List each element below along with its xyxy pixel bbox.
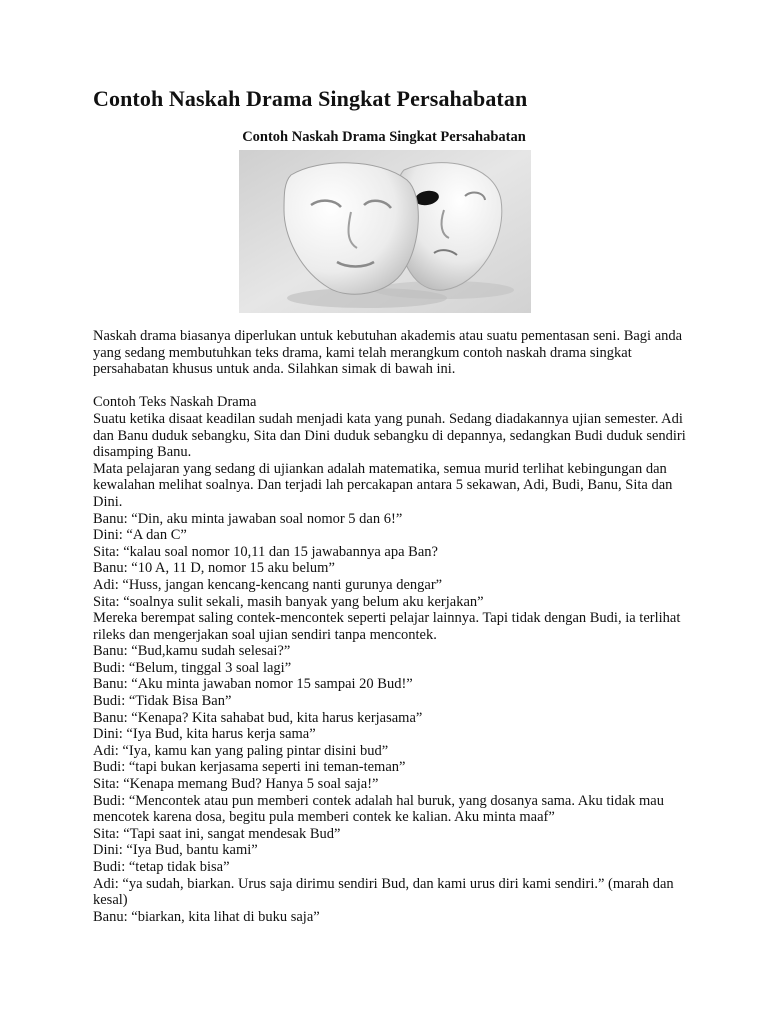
narration-paragraph: Suatu ketika disaat keadilan sudah menjadi kata yang punah. Sedang diadakannya ujian semester. Adi dan Banu duduk sebangku, Sita dan Dini duduk sebangku di depannya, sedangkan Budi duduk sendiri disamping Banu.: [93, 410, 686, 461]
dialogue-line: Budi: “Mencontek atau pun memberi contek adalah hal buruk, yang dosanya sama. Aku tidak mau mencotek karena dosa, begitu pula memberi contek ke kalian. Aku minta maaf”: [93, 792, 664, 826]
dialogue-line: Sita: “Tapi saat ini, sangat mendesak Bud”: [93, 825, 341, 842]
intro-paragraph: Naskah drama biasanya diperlukan untuk kebutuhan akademis atau suatu pementasan seni. Bagi anda yang sedang membutuhkan teks drama, kami telah merangkum contoh naskah drama singkat persahabatan khusus untuk anda. Silahkan simak di bawah ini.: [93, 328, 683, 378]
dialogue-line: Dini: “Iya Bud, kita harus kerja sama”: [93, 726, 316, 743]
page-title: Contoh Naskah Drama Singkat Persahabatan: [93, 86, 528, 111]
dialogue-line: Budi: “tetap tidak bisa”: [93, 859, 230, 875]
dialogue-line: Sita: “kalau soal nomor 10,11 dan 15 jawabannya apa Ban?: [93, 543, 438, 560]
narration-paragraph: Mata pelajaran yang sedang di ujiankan adalah matematika, semua murid terlihat kebingungan dan kewalahan melihat soalnya. Dan terjadi lah percakapan antara 5 sekawan, Adi, Budi, Banu, Sita dan Dini.: [93, 460, 673, 510]
dialogue-line: Banu: “10 A, 11 D, nomor 15 aku belum”: [93, 560, 335, 577]
dialogue-line: Sita: “soalnya sulit sekali, masih banyak yang belum aku kerjakan”: [93, 593, 484, 610]
dialogue-line: Adi: “Iya, kamu kan yang paling pintar disini bud”: [93, 742, 389, 759]
dialogue-line: Banu: “Din, aku minta jawaban soal nomor 5 dan 6!”: [93, 510, 403, 527]
drama-masks-image: [239, 150, 531, 313]
dialogue-line: Banu: “biarkan, kita lihat di buku saja”: [93, 908, 320, 925]
dialogue-line: Adi: “ya sudah, biarkan. Urus saja dirimu sendiri Bud, dan kami urus diri kami sendiri.” (marah dan kesal): [93, 875, 674, 909]
dialogue-line: Banu: “Kenapa? Kita sahabat bud, kita harus kerjasama”: [93, 709, 423, 726]
dialogue-line: Banu: “Aku minta jawaban nomor 15 sampai 20 Bud!”: [93, 676, 413, 693]
dialogue-line: Budi: “Tidak Bisa Ban”: [93, 693, 232, 710]
dialogue-line: Dini: “Iya Bud, bantu kami”: [93, 842, 258, 859]
document-body: [93, 328, 693, 925]
narration-paragraph: Mereka berempat saling contek-mencontek seperti pelajar lainnya. Tapi tidak dengan Budi, ia terlihat rileks dan mengerjakan soal ujian sendiri tanpa mencontek.: [93, 610, 681, 643]
dialogue-line: Budi: “tapi bukan kerjasama seperti ini teman-teman”: [93, 759, 406, 776]
dialogue-line: Banu: “Bud,kamu sudah selesai?”: [93, 643, 291, 660]
dialogue-line: Budi: “Belum, tinggal 3 soal lagi”: [93, 659, 292, 676]
dialogue-line: Adi: “Huss, jangan kencang-kencang nanti gurunya dengar”: [93, 576, 443, 593]
dialogue-line: Dini: “A dan C”: [93, 527, 187, 544]
dialogue-line: Sita: “Kenapa memang Bud? Hanya 5 soal saja!”: [93, 776, 379, 793]
image-caption: Contoh Naskah Drama Singkat Persahabatan: [242, 129, 526, 145]
section-heading: Contoh Teks Naskah Drama: [93, 394, 257, 411]
